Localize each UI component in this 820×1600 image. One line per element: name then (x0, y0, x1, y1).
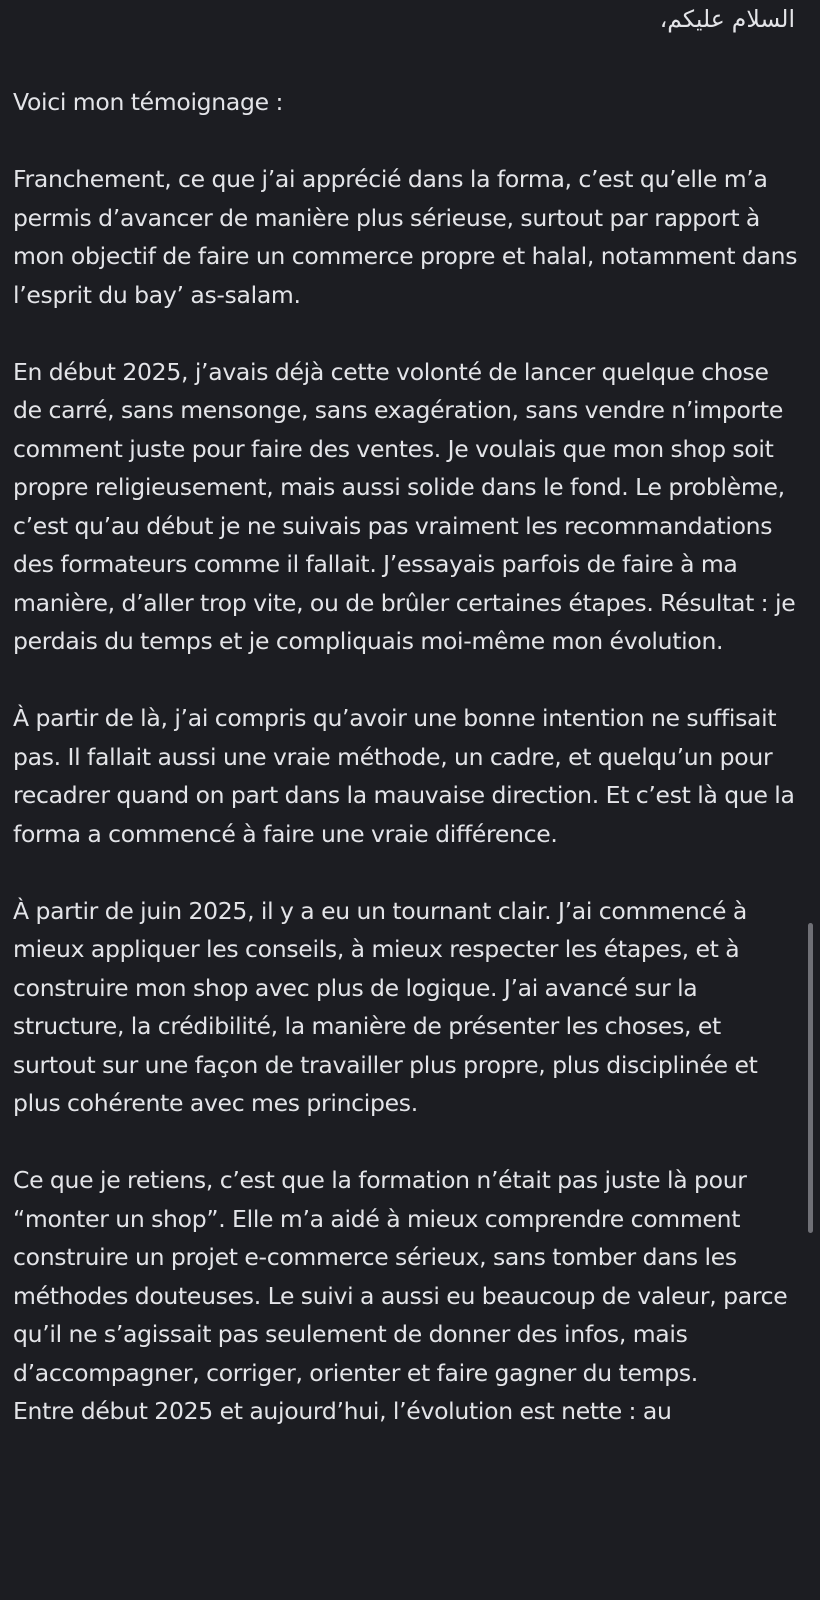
paragraph-4: À partir de juin 2025, il y a eu un tournant clair. J’ai commencé à mieux appliquer les conseils, à mieux respecter les étapes, et à construire mon shop avec plus de logique. J’ai avancé sur la structure, la crédibilité, la manière de présenter les choses, et surtout sur une façon de travailler plus propre, plus disciplinée et plus cohérente avec mes principes. (13, 896, 758, 1117)
paragraph-3: À partir de là, j’ai compris qu’avoir une bonne intention ne suffisait pas. Il fallait aussi une vraie méthode, un cadre, et quelqu’un pour recadrer quand on part dans la mauvaise direction. Et c’est là que la forma a commencé à faire une vraie différence. (13, 704, 795, 848)
paragraph-2: En début 2025, j’avais déjà cette volonté de lancer quelque chose de carré, sans mensonge, sans exagération, sans vendre n’importe comment juste pour faire des ventes. Je voulais que mon shop soit propre religieusement, mais aussi solide dans le fond. Le problème, c’est qu’au début je ne suivais pas vraiment les recommandations des formateurs comme il fallait. J’essayais parfois de faire à ma manière, d’aller trop vite, ou de brûler certaines étapes. Résultat : je perdais du temps et je compliquais moi-même mon évolution. (13, 357, 796, 655)
paragraph-6: Entre début 2025 et aujourd’hui, l’évolution est nette : au (13, 1397, 672, 1425)
greeting: السلام عليكم، (659, 5, 795, 33)
scrollbar-thumb[interactable] (808, 923, 813, 1233)
paragraph-1: Franchement, ce que j’ai apprécié dans la forma, c’est qu’elle m’a permis d’avancer de manière plus sérieuse, surtout par rapport à mon objectif de faire un commerce propre et halal, notamment dans l’esprit du bay’ as-salam. (13, 165, 798, 309)
paragraph-5: Ce que je retiens, c’est que la formation n’était pas juste là pour “monter un shop”. Elle m’a aidé à mieux comprendre comment construire un projet e-commerce sérieux, sans tomber dans les méthodes douteuses. Le suivi a aussi eu beaucoup de valeur, parce qu’il ne s’agissait pas seulement de donner des infos, mais d’accompagner, corriger, orienter et faire gagner du temps. (13, 1166, 788, 1387)
message-body (13, 0, 803, 1431)
paragraph-intro: Voici mon témoignage : (13, 88, 284, 116)
